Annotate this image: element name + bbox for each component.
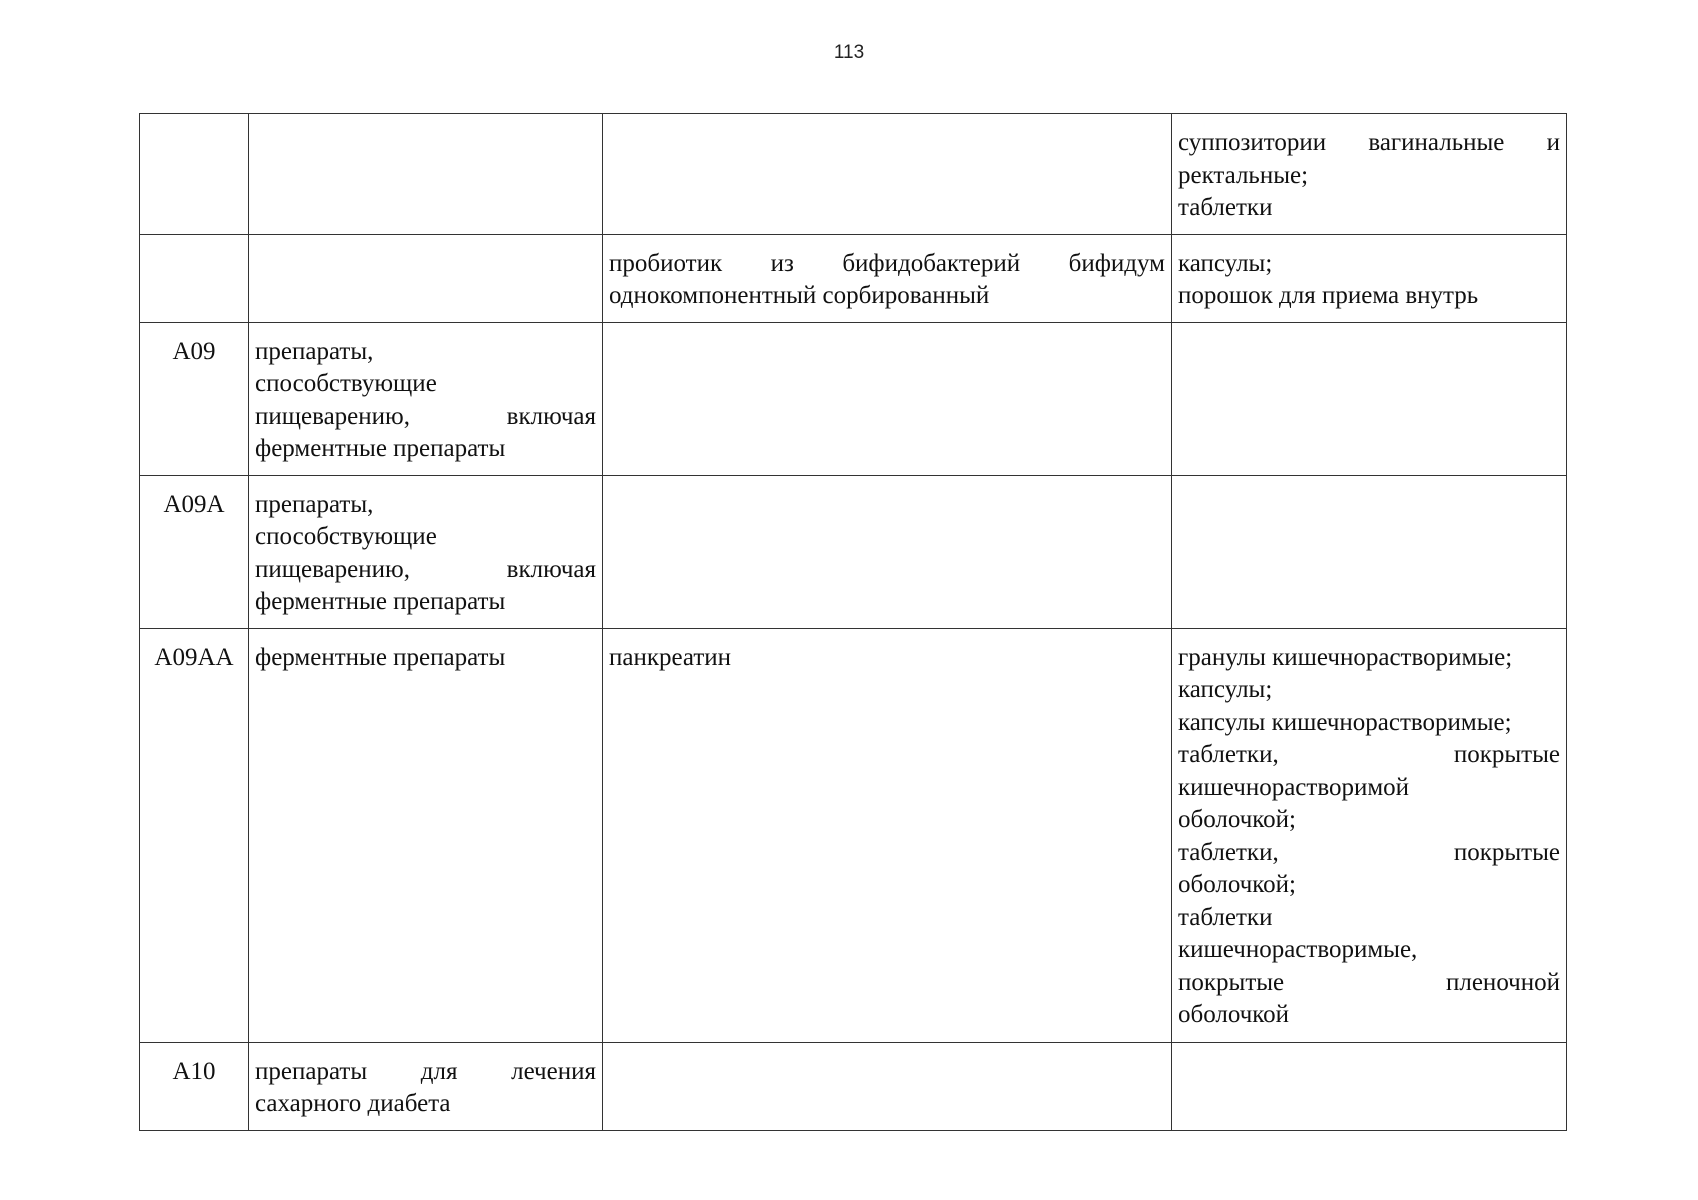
text-line: ферментные препараты: [255, 643, 506, 671]
table-row: [140, 475, 1567, 628]
text-line: кишечнорастворимые,: [1178, 936, 1418, 963]
text-line: суппозитории вагинальные и: [1178, 129, 1560, 156]
atc-code-cell: [140, 234, 249, 322]
text-line: оболочкой;: [1178, 806, 1296, 833]
text-line: покрытые пленочной: [1178, 968, 1560, 996]
text-line: препараты,: [255, 337, 374, 365]
substance-cell: [603, 322, 1172, 475]
dosage-forms-cell: [1172, 114, 1567, 235]
dosage-forms-cell: [1172, 1042, 1567, 1130]
text-line: сахарного диабета: [255, 1090, 451, 1117]
text-line: таблетки: [1178, 903, 1273, 931]
group-cell: [249, 628, 603, 1042]
group-cell: [249, 114, 603, 235]
group-cell: [249, 475, 603, 628]
text-line: таблетки: [1178, 194, 1273, 221]
text-line: однокомпонентный сорбированный: [609, 282, 990, 309]
group-cell: [249, 322, 603, 475]
substance-cell: [603, 475, 1172, 628]
text-line: гранулы кишечнорастворимые;: [1178, 643, 1513, 671]
text-line: пищеварению, включая: [255, 555, 596, 583]
dosage-forms-cell: [1172, 628, 1567, 1042]
text-line: кишечнорастворимой: [1178, 773, 1410, 801]
table-row: [140, 1042, 1567, 1130]
atc-code-cell: A09A: [140, 475, 249, 628]
substance-cell: [603, 114, 1172, 235]
text-line: капсулы кишечнорастворимые;: [1178, 708, 1512, 736]
drug-table: [139, 113, 1567, 1131]
text-line: ректальные;: [1178, 161, 1309, 189]
table-row: [140, 322, 1567, 475]
group-cell: [249, 1042, 603, 1130]
substance-cell: [603, 234, 1172, 322]
text-line: способствующие: [255, 370, 437, 397]
page-number: 113: [833, 42, 865, 63]
group-cell: [249, 234, 603, 322]
table-row: [140, 234, 1567, 322]
text-line: оболочкой;: [1178, 871, 1296, 898]
text-line: оболочкой: [1178, 1001, 1290, 1028]
text-line: пищеварению, включая: [255, 402, 596, 430]
atc-code-cell: A10: [140, 1042, 249, 1130]
table-row: [140, 628, 1567, 1042]
substance-cell: [603, 1042, 1172, 1130]
text-line: таблетки, покрытые: [1178, 741, 1560, 768]
text-line: капсулы;: [1178, 676, 1273, 703]
text-line: капсулы;: [1178, 249, 1273, 277]
atc-code-cell: [140, 114, 249, 235]
text-line: ферментные препараты: [255, 588, 506, 615]
text-line: способствующие: [255, 523, 437, 550]
table-row: [140, 114, 1567, 235]
atc-code-cell: A09AA: [140, 628, 249, 1042]
text-line: препараты для лечения: [255, 1057, 596, 1085]
dosage-forms-cell: [1172, 475, 1567, 628]
dosage-forms-cell: [1172, 322, 1567, 475]
text-line: порошок для приема внутрь: [1178, 282, 1479, 309]
text-line: таблетки, покрытые: [1178, 838, 1560, 866]
dosage-forms-cell: [1172, 234, 1567, 322]
text-line: панкреатин: [609, 643, 732, 671]
text-line: пробиотик из бифидобактерий бифидум: [609, 249, 1165, 277]
text-line: препараты,: [255, 490, 374, 518]
atc-code-cell: A09: [140, 322, 249, 475]
text-line: ферментные препараты: [255, 435, 506, 462]
substance-cell: [603, 628, 1172, 1042]
